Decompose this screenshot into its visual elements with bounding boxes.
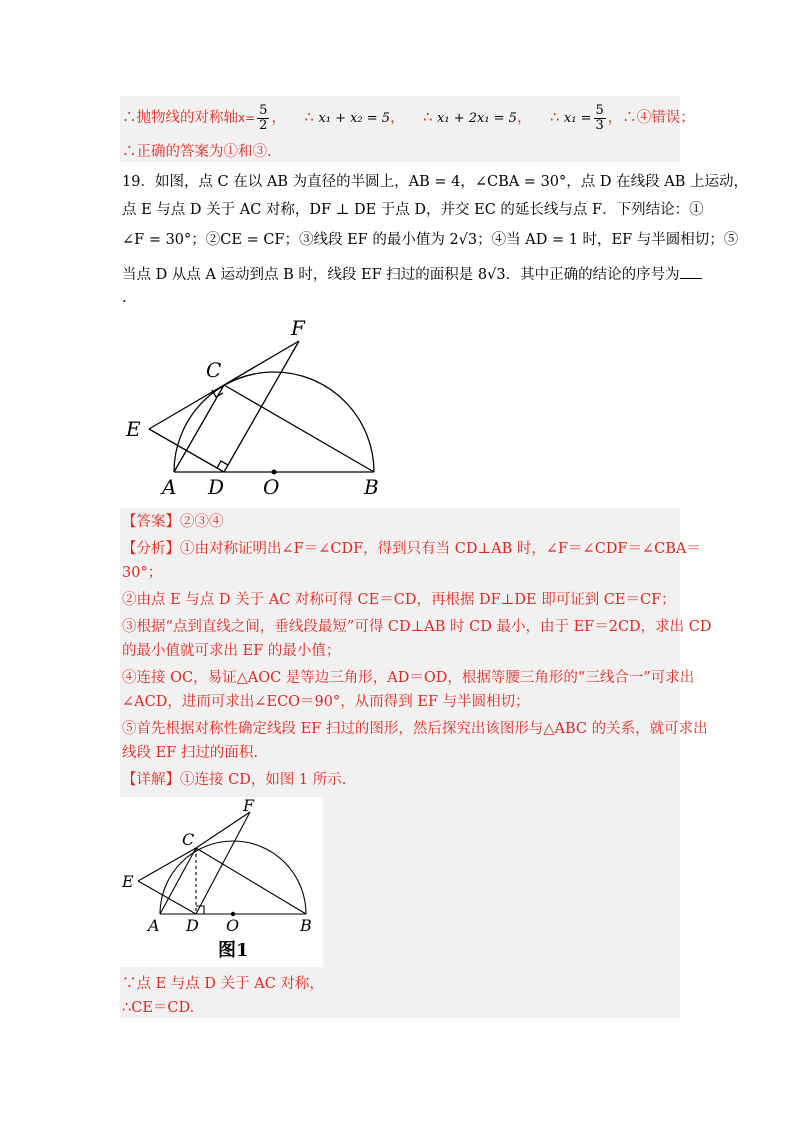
label-a: A <box>162 475 177 499</box>
double-expression: x₁ + 2x₁ = 5 <box>437 111 517 126</box>
fig1-segment-cb <box>196 848 306 914</box>
segment-cf <box>224 341 299 385</box>
label-c: C <box>206 358 222 382</box>
segment-cb <box>224 385 374 472</box>
label-f: F <box>291 316 305 340</box>
analysis-line-1: 【分析】①由对称证明出∠F＝∠CDF，得到只有当 CD⊥AB 时，∠F＝∠CDF＝∠CBA＝ <box>122 541 701 557</box>
fraction-5-3: $\frac{5}{3}$ <box>595 102 604 133</box>
question-line-3: ∠F = 30°；②CE = CF；③线段 EF 的最小值为 2√3；④当 AD = 1 时，EF 与半圆相切；⑤ <box>122 232 739 248</box>
main-figure <box>120 310 400 500</box>
question-line-1: 19．如图，点 C 在以 AB 为直径的半圆上，AB = 4，∠CBA = 30°，点 D 在线段 AB 上运动， <box>122 174 748 190</box>
detail-line-3: ∴CE＝CD. <box>122 1000 195 1016</box>
analysis-line-6: ④连接 OC，易证△AOC 是等边三角形，AD＝OD，根据等腰三角形的“三线合一”可求出 <box>122 670 695 686</box>
fig1-label-b: B <box>300 916 312 935</box>
analysis-line-3: ②由点 E 与点 D 关于 AC 对称可得 CE＝CD，再根据 DF⊥DE 即可证到 CE＝CF； <box>122 592 676 608</box>
answer-blank <box>680 262 702 279</box>
fig1-segment-ed <box>138 881 196 914</box>
segment-ac <box>174 385 224 472</box>
fig1-label-d: D <box>186 916 199 935</box>
answer-title: 【答案】②③④ <box>122 514 224 530</box>
axis-x-eq: x= <box>238 111 256 125</box>
segment-df <box>224 341 299 472</box>
analysis-line-7: ∠ACD，进而可求出∠ECO＝90°，从而得到 EF 与半圆相切； <box>122 694 530 710</box>
fig1-semicircle-arc <box>160 841 306 914</box>
fraction-5-2: $\frac{5}{2}$ <box>259 102 268 133</box>
label-d: D <box>208 475 225 499</box>
fig1-label-f: F <box>243 797 255 815</box>
label-o: O <box>263 475 280 499</box>
sum-expression: x₁ + x₂ = 5 <box>318 111 391 126</box>
analysis-line-4: ③根据“点到直线之间，垂线段最短”可得 CD⊥AB 时 CD 最小，由于 EF＝2CD，求出 CD <box>122 619 712 635</box>
analysis-line-8: ⑤首先根据对称性确定线段 EF 扫过的图形，然后探究出该图形与△ABC 的关系，就可求出 <box>122 721 708 737</box>
figure-1 <box>120 797 323 967</box>
semicircle-arc <box>174 372 374 472</box>
fig1-label-e: E <box>122 872 134 891</box>
fig1-label-a: A <box>148 916 160 935</box>
detail-line-1: 【详解】①连接 CD，如图 1 所示. <box>122 772 347 788</box>
question-line-4: 当点 D 从点 A 运动到点 B 时，线段 EF 扫过的面积是 8√3．其中正确的结论的序号为 <box>122 262 702 285</box>
fig1-segment-df <box>196 812 250 914</box>
center-point-o <box>272 470 277 475</box>
fig1-segment-cf <box>196 812 250 848</box>
question-line-2: 点 E 与点 D 关于 AC 对称，DF ⊥ DE 于点 D，并交 EC 的延长线与点 F．下列结论：① <box>122 202 704 218</box>
prev-solution-line1: ∴抛物线的对称轴x= $\frac{5}{2}$ ， ∴ x₁ + x₂ = 5， ∴ x₁ + 2x₁ = 5， ∴ x₁ = $\frac{5}{3}$ ，∴④错误； <box>122 102 695 133</box>
analysis-line-5: 的最小值就可求出 EF 的最小值； <box>122 643 341 659</box>
fig1-label-o: O <box>226 916 240 935</box>
question-line-5: . <box>122 290 127 306</box>
analysis-line-9: 线段 EF 扫过的面积. <box>122 745 258 761</box>
analysis-line-2: 30°； <box>122 565 163 581</box>
fig1-caption: 图1 <box>218 940 249 961</box>
label-e: E <box>126 417 141 441</box>
detail-line-2: ∵点 E 与点 D 关于 AC 对称， <box>122 976 324 992</box>
segment-ed <box>149 429 224 472</box>
label-b: B <box>364 475 379 499</box>
fig1-label-c: C <box>182 830 195 849</box>
x1-expression: x₁ = <box>563 111 592 126</box>
prev-solution-line2: ∴正确的答案为①和③. <box>122 144 272 160</box>
axis-text: ∴抛物线的对称轴 <box>122 110 238 126</box>
